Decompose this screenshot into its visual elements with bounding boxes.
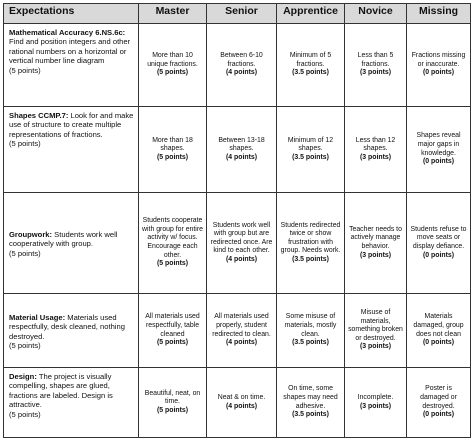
row-material-usage	[4, 294, 471, 368]
criterion-title: Shapes CCMP.7:	[9, 111, 69, 120]
cell-points: (3.5 points)	[292, 69, 329, 77]
cell-text: Students redirected twice or show frustration with group. Needs work.	[280, 221, 341, 255]
cell-novice	[345, 368, 407, 438]
criterion-points: (5 points)	[9, 139, 41, 149]
cell-text: More than 10 unique fractions.	[147, 52, 198, 68]
header-apprentice: Apprentice	[277, 4, 345, 24]
criterion-title: Material Usage:	[9, 312, 66, 322]
cell-missing	[407, 294, 471, 368]
criterion-title: Design:	[9, 372, 37, 381]
criterion-desc: The project is visually compelling, shapes are glued, fractions are labeled. Design is attractive.	[9, 372, 113, 410]
cell-novice	[345, 107, 407, 193]
cell-missing	[407, 107, 471, 193]
criterion-cell	[4, 193, 139, 294]
cell-text: Shapes reveal major gaps in knowledge.	[416, 132, 461, 157]
cell-points: (3 points)	[359, 251, 391, 259]
criterion-points: (5 points)	[9, 340, 41, 350]
cell-points: (0 points)	[422, 251, 454, 259]
cell-text: Minimum of 5 fractions.	[289, 52, 332, 68]
cell-text: Between 13-18 shapes.	[218, 136, 265, 153]
cell-points: (4 points)	[225, 153, 257, 161]
cell-points: (3 points)	[359, 69, 391, 77]
cell-text: Students cooperate with group for entire activity w/ focus. Encourage each other.	[142, 217, 203, 259]
cell-text: Students refuse to move seats or display defiance.	[410, 225, 467, 250]
cell-text: Some misuse of materials, mostly clean.	[284, 313, 337, 338]
cell-senior	[207, 368, 277, 438]
cell-text: Teacher needs to actively manage behavior.	[349, 225, 402, 250]
cell-senior	[207, 24, 277, 107]
cell-apprentice	[277, 24, 345, 107]
cell-text: Misuse of materials, something broken or destroyed.	[348, 309, 403, 342]
cell-senior	[207, 294, 277, 368]
cell-points: (3.5 points)	[292, 339, 329, 347]
cell-text: Less than 5 fractions.	[357, 52, 394, 68]
cell-apprentice	[277, 368, 345, 438]
header-row	[4, 4, 471, 24]
cell-points: (4 points)	[225, 402, 257, 410]
criterion-points: (5 points)	[9, 248, 41, 258]
row-groupwork	[4, 193, 471, 294]
cell-missing	[407, 24, 471, 107]
cell-text: Poster is damaged or destroyed.	[420, 385, 457, 410]
header-senior: Senior	[207, 4, 277, 24]
cell-text: Neat & on time.	[217, 393, 266, 401]
cell-text: More than 18 shapes.	[152, 136, 193, 153]
cell-text: Incomplete.	[357, 393, 394, 401]
cell-apprentice	[277, 107, 345, 193]
cell-points: (3.5 points)	[292, 255, 329, 263]
cell-senior	[207, 193, 277, 294]
cell-points: (3.5 points)	[292, 411, 329, 419]
header-master: Master	[139, 4, 207, 24]
criterion-desc: Materials used respectfully, desk cleaned, nothing destroyed.	[9, 312, 125, 341]
criterion-points: (5 points)	[9, 409, 41, 419]
criterion-cell	[4, 368, 139, 438]
cell-text: Less than 12 shapes.	[355, 136, 396, 153]
cell-points: (3 points)	[359, 402, 391, 410]
cell-points: (0 points)	[422, 158, 454, 166]
criterion-cell	[4, 24, 139, 107]
cell-points: (0 points)	[422, 339, 454, 347]
cell-novice	[345, 193, 407, 294]
rubric	[3, 3, 470, 436]
cell-points: (0 points)	[422, 69, 454, 77]
cell-master	[139, 193, 207, 294]
cell-novice	[345, 24, 407, 107]
cell-points: (4 points)	[225, 69, 257, 77]
cell-points: (5 points)	[156, 153, 188, 161]
criterion-cell	[4, 107, 139, 193]
cell-missing	[407, 193, 471, 294]
row-mathematical-accuracy	[4, 24, 471, 107]
criterion-cell	[4, 294, 139, 368]
criterion-title: Groupwork:	[9, 229, 53, 239]
header-expectations: Expectations	[4, 4, 139, 24]
criterion-desc: Find and position integers and other rational numbers on a horizontal or vertical number line diagram	[9, 37, 131, 66]
cell-text: Between 6-10 fractions.	[220, 52, 263, 68]
cell-master	[139, 294, 207, 368]
cell-text: Students work well with group but are redirected once. Are kind to each other.	[210, 221, 273, 255]
cell-apprentice	[277, 193, 345, 294]
cell-text: Beautiful, neat, on time.	[144, 389, 201, 406]
cell-senior	[207, 107, 277, 193]
row-design	[4, 368, 471, 438]
cell-apprentice	[277, 294, 345, 368]
header-novice: Novice	[345, 4, 407, 24]
cell-text: Fractions missing or inaccurate.	[411, 52, 466, 68]
cell-points: (5 points)	[156, 339, 188, 347]
criterion-desc: Students work well cooperatively with group.	[9, 229, 118, 249]
cell-text: On time, some shapes may need adhesive.	[283, 385, 338, 410]
cell-master	[139, 107, 207, 193]
criterion-title: Mathematical Accuracy 6.NS.6c:	[9, 28, 126, 37]
cell-text: All materials used properly, student redirected to clean.	[212, 313, 271, 338]
cell-points: (3 points)	[359, 153, 391, 161]
cell-master	[139, 24, 207, 107]
cell-points: (5 points)	[156, 406, 188, 414]
cell-points: (5 points)	[156, 69, 188, 77]
cell-text: Minimum of 12 shapes.	[287, 136, 334, 153]
row-shapes	[4, 107, 471, 193]
cell-points: (3.5 points)	[292, 153, 329, 161]
cell-points: (3 points)	[359, 343, 391, 351]
cell-missing	[407, 368, 471, 438]
criterion-desc: Look for and make use of structure to create multiple representations of fractions.	[9, 111, 134, 139]
rubric-table	[3, 3, 471, 438]
header-missing: Missing	[407, 4, 471, 24]
cell-novice	[345, 294, 407, 368]
cell-master	[139, 368, 207, 438]
cell-points: (4 points)	[225, 255, 257, 263]
cell-points: (0 points)	[422, 411, 454, 419]
cell-points: (5 points)	[156, 260, 188, 268]
cell-text: Materials damaged, group does not clean	[413, 313, 464, 338]
cell-text: All materials used respectfully, table cleaned	[145, 313, 200, 338]
criterion-points: (5 points)	[9, 65, 41, 75]
cell-points: (4 points)	[225, 339, 257, 347]
